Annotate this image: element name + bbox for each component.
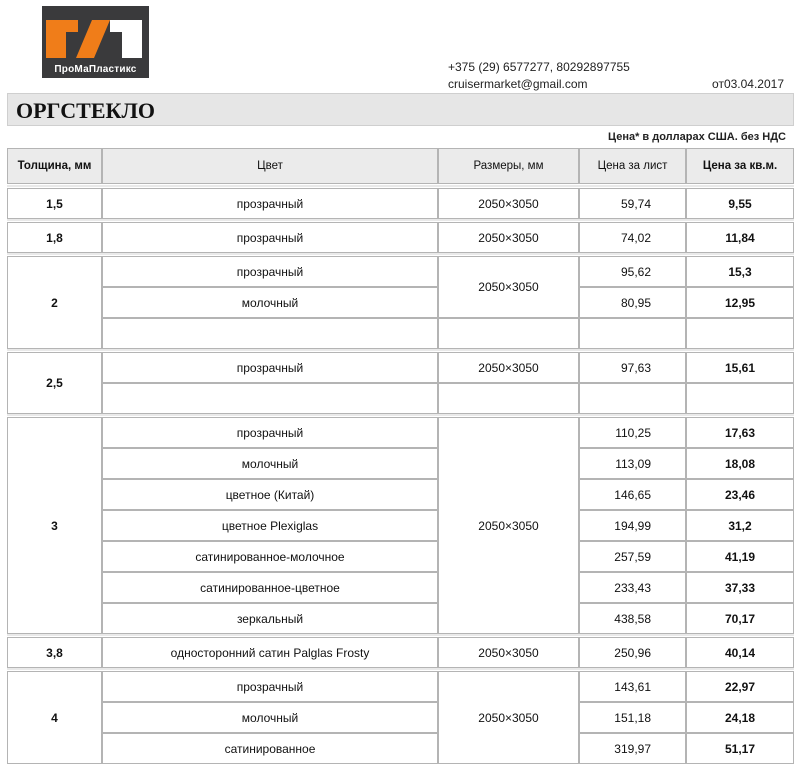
size-cell-empty [438, 318, 579, 349]
group-separator [7, 668, 794, 670]
size-cell-empty [438, 383, 579, 414]
column-header-sheet-price: Цена за лист [579, 148, 686, 184]
thickness-cell: 1,8 [7, 222, 102, 253]
sqm-price-cell: 18,08 [686, 448, 794, 479]
color-cell: прозрачный [102, 671, 438, 702]
sheet-price-cell: 143,61 [579, 671, 686, 702]
sheet-price-cell: 250,96 [579, 637, 686, 668]
sqm-price-cell: 70,17 [686, 603, 794, 634]
column-header-sqm-price: Цена за кв.м. [686, 148, 794, 184]
sheet-price-cell: 59,74 [579, 188, 686, 219]
company-logo [42, 6, 149, 78]
size-cell: 2050×3050 [438, 256, 579, 318]
color-cell: сатинированное-цветное [102, 572, 438, 603]
thickness-cell: 3,8 [7, 637, 102, 668]
color-cell: сатинированное [102, 733, 438, 764]
color-cell: молочный [102, 702, 438, 733]
title-bar [7, 93, 794, 126]
sheet-price-cell: 95,62 [579, 256, 686, 287]
sheet-price-cell [579, 383, 686, 414]
sqm-price-cell: 23,46 [686, 479, 794, 510]
color-cell: молочный [102, 287, 438, 318]
sqm-price-cell: 9,55 [686, 188, 794, 219]
color-cell: прозрачный [102, 352, 438, 383]
sqm-price-cell: 15,61 [686, 352, 794, 383]
sqm-price-cell: 40,14 [686, 637, 794, 668]
contact-phone: +375 (29) 6577277, 80292897755 [448, 60, 630, 74]
size-cell: 2050×3050 [438, 352, 579, 383]
sqm-price-cell: 17,63 [686, 417, 794, 448]
column-header-size: Размеры, мм [438, 148, 579, 184]
sheet-price-cell [579, 318, 686, 349]
column-header-thickness: Толщина, мм [7, 148, 102, 184]
thickness-cell: 2 [7, 256, 102, 349]
sheet-price-cell: 74,02 [579, 222, 686, 253]
group-separator [7, 185, 794, 187]
sheet-price-cell: 194,99 [579, 510, 686, 541]
group-separator [7, 219, 794, 221]
thickness-cell: 4 [7, 671, 102, 764]
sqm-price-cell [686, 383, 794, 414]
size-cell: 2050×3050 [438, 222, 579, 253]
sheet-price-cell: 110,25 [579, 417, 686, 448]
group-separator [7, 349, 794, 351]
color-cell: прозрачный [102, 417, 438, 448]
column-header-color: Цвет [102, 148, 438, 184]
sheet-price-cell: 257,59 [579, 541, 686, 572]
sheet-price-cell: 97,63 [579, 352, 686, 383]
sqm-price-cell: 31,2 [686, 510, 794, 541]
color-cell [102, 318, 438, 349]
color-cell: прозрачный [102, 256, 438, 287]
sqm-price-cell: 11,84 [686, 222, 794, 253]
sqm-price-cell [686, 318, 794, 349]
color-cell: цветное Plexiglas [102, 510, 438, 541]
color-cell: зеркальный [102, 603, 438, 634]
size-cell: 2050×3050 [438, 188, 579, 219]
color-cell: молочный [102, 448, 438, 479]
thickness-cell: 1,5 [7, 188, 102, 219]
sqm-price-cell: 51,17 [686, 733, 794, 764]
group-separator [7, 414, 794, 416]
price-note: Цена* в долларах США. без НДС [608, 131, 786, 143]
thickness-cell: 2,5 [7, 352, 102, 414]
sqm-price-cell: 22,97 [686, 671, 794, 702]
sqm-price-cell: 24,18 [686, 702, 794, 733]
sheet-price-cell: 233,43 [579, 572, 686, 603]
sqm-price-cell: 15,3 [686, 256, 794, 287]
contact-email: cruisermarket@gmail.com [448, 77, 588, 91]
size-cell: 2050×3050 [438, 637, 579, 668]
size-cell: 2050×3050 [438, 417, 579, 634]
sqm-price-cell: 12,95 [686, 287, 794, 318]
color-cell: прозрачный [102, 188, 438, 219]
color-cell: прозрачный [102, 222, 438, 253]
logo-text: ПроМаПластикс [54, 64, 137, 75]
thickness-cell: 3 [7, 417, 102, 634]
sheet-price-cell: 80,95 [579, 287, 686, 318]
sqm-price-cell: 41,19 [686, 541, 794, 572]
group-separator [7, 253, 794, 255]
sheet-price-cell: 146,65 [579, 479, 686, 510]
page-title: ОРГСТЕКЛО [16, 98, 155, 123]
sheet-price-cell: 151,18 [579, 702, 686, 733]
color-cell: сатинированное-молочное [102, 541, 438, 572]
price-date: от03.04.2017 [712, 77, 784, 91]
color-cell [102, 383, 438, 414]
sheet-price-cell: 113,09 [579, 448, 686, 479]
size-cell: 2050×3050 [438, 671, 579, 764]
color-cell: цветное (Китай) [102, 479, 438, 510]
sqm-price-cell: 37,33 [686, 572, 794, 603]
color-cell: односторонний сатин Palglas Frosty [102, 637, 438, 668]
sheet-price-cell: 438,58 [579, 603, 686, 634]
sheet-price-cell: 319,97 [579, 733, 686, 764]
group-separator [7, 634, 794, 636]
